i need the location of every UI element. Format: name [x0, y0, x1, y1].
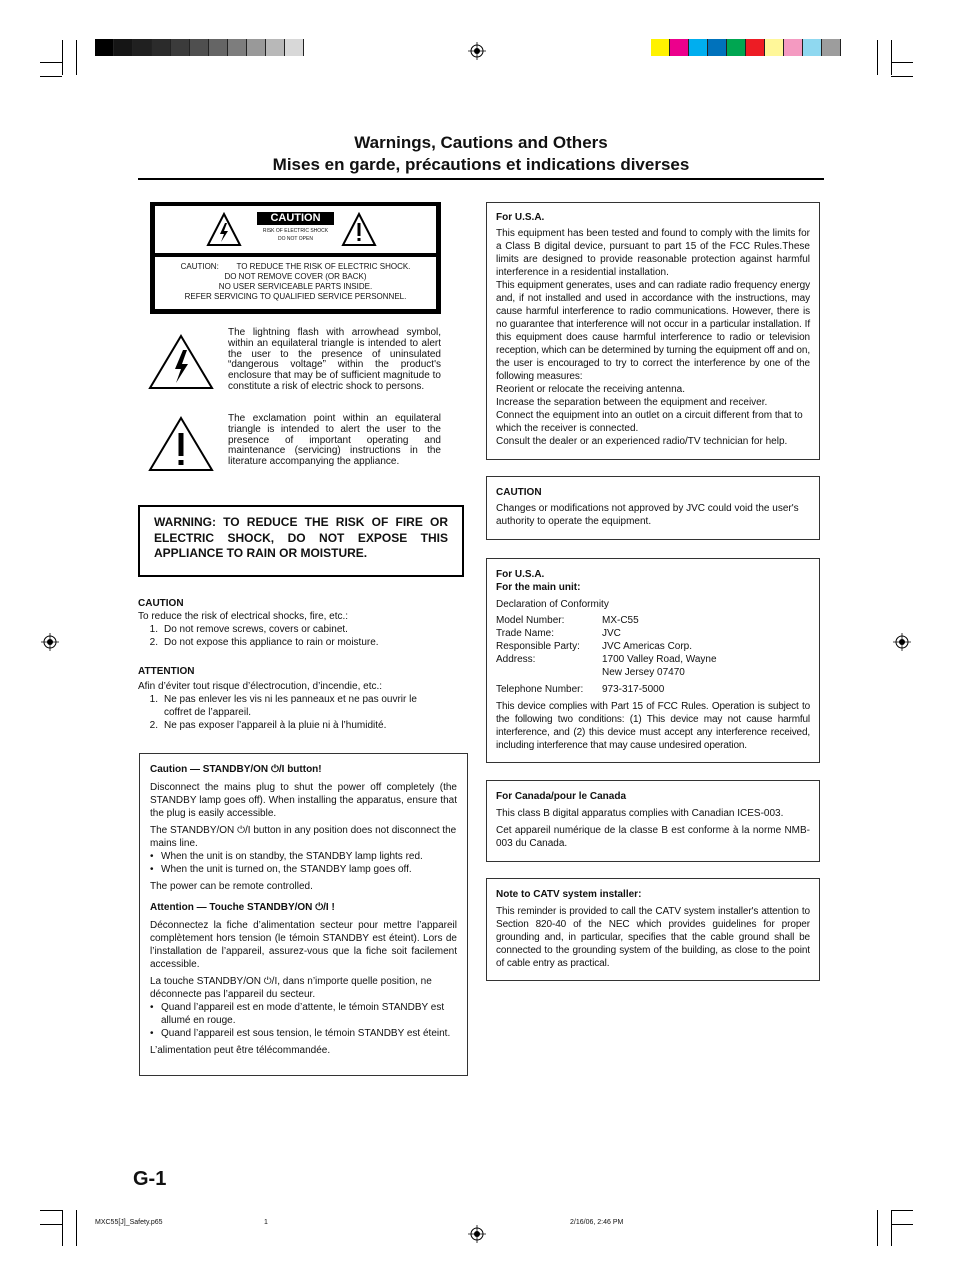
standby-paragraph-fr: La touche STANDBY/ON ⏻/I, dans n’importe quelle position, ne déconnecte pas l’appareil du secteur.	[150, 976, 432, 1000]
crop-mark	[40, 76, 62, 77]
conformity-box	[486, 558, 820, 763]
attention-intro: Afin d’éviter tout risque d’électrocution, d’incendie, etc.:	[138, 681, 383, 692]
bullet-item: • Quand l’appareil est sous tension, le témoin STANDBY est éteint.	[150, 1028, 451, 1039]
registration-mark-icon	[468, 42, 486, 60]
caution-line: NO USER SERVICEABLE PARTS INSIDE.	[218, 282, 373, 291]
canada-heading: For Canada/pour le Canada	[496, 791, 627, 802]
crop-mark	[76, 1210, 77, 1246]
list-item: 2. Ne pas exposer l’appareil à la pluie ni à l’humidité.	[149, 720, 387, 731]
color-swatch	[95, 39, 114, 56]
color-swatch	[190, 39, 209, 56]
fcc-measure: Consult the dealer or an experienced radio/TV technician for help.	[496, 436, 788, 447]
color-swatch	[266, 39, 285, 56]
power-icon: ⏻/I	[270, 764, 285, 775]
lightning-triangle-icon	[206, 212, 242, 248]
color-swatch	[171, 39, 190, 56]
crop-mark	[62, 1210, 63, 1246]
bullet-item: • When the unit is on standby, the STANDBY lamp lights red.	[150, 851, 423, 862]
power-icon: ⏻/I	[315, 902, 329, 913]
standby-box	[139, 753, 468, 1076]
warning-box	[138, 505, 464, 577]
color-swatch	[708, 39, 727, 56]
color-swatch	[247, 39, 266, 56]
standby-paragraph: The STANDBY/ON ⏻/I button in any position does not disconnect the mains line.	[150, 825, 457, 849]
fcc-measure: Reorient or relocate the receiving antenna.	[496, 384, 686, 395]
power-icon: ⏻/I	[263, 976, 278, 987]
caution-heading: CAUTION	[138, 598, 184, 609]
list-item: 1. Do not remove screws, covers or cabinet.	[149, 624, 348, 635]
warning-text: WARNING: TO REDUCE THE RISK OF FIRE OR ELECTRIC SHOCK, DO NOT EXPOSE THIS APPLIANCE TO RAIN OR MOISTURE.	[154, 515, 448, 560]
exclamation-triangle-icon	[341, 212, 377, 248]
color-swatch	[765, 39, 784, 56]
canada-paragraph: This class B digital apparatus complies with Canadian ICES-003.	[496, 808, 784, 819]
fcc-measure: Connect the equipment into an outlet on a circuit different from that to which the receiver is connected.	[496, 410, 803, 434]
conformity-text: This device complies with Part 15 of FCC Rules. Operation is subject to the following two conditions: (1) This device may not cause harmful interference, and (2) this device must accept any interference received, including interference that may cause undesired operation.	[496, 701, 810, 751]
catv-text: This reminder is provided to call the CATV system installer's attention to Section 820-40 of the NEC which provides guidelines for proper grounding and, in particular, specifies that the cable ground shall be connected to the grounding system of the building, as close to the point of cable entry as practical.	[496, 906, 810, 969]
exclamation-explanation: The exclamation point within an equilateral triangle is intended to alert the user to the presence of important operating and maintenance (servicing) instructions in the literature accompanying the appliance.	[228, 413, 441, 468]
crop-mark	[877, 40, 878, 75]
crop-mark	[891, 1210, 913, 1211]
catv-heading: Note to CATV system installer:	[496, 889, 642, 900]
power-icon: ⏻/I	[237, 825, 251, 836]
standby-paragraph: Disconnect the mains plug to shut the power off completely (the STANDBY lamp goes off). When installing the apparatus, ensure that the plug is easily accessible.	[150, 782, 457, 819]
caution-line: DO NOT REMOVE COVER (OR BACK)	[224, 272, 367, 281]
crop-mark	[76, 40, 77, 75]
standby-paragraph: The power can be remote controlled.	[150, 881, 313, 892]
crop-mark	[40, 1210, 62, 1211]
cmyk-color-bar	[651, 39, 841, 56]
fcc-paragraph: This equipment generates, uses and can radiate radio frequency energy and, if not installed and used in accordance with the instructions, may cause harmful interference to radio communications. However, there is no guarantee that interference will not occur in a particular installation. If this equipment does cause harmful interference to radio or television reception, which can be determined by turning the equipment off and on, the user is encouraged to try to correct the interference by one of the following measures:	[496, 280, 810, 382]
modifications-heading: CAUTION	[496, 487, 542, 498]
canada-paragraph: Cet appareil numérique de la classe B est conforme à la norme NMB-003 du Canada.	[496, 825, 810, 849]
fcc-heading: For U.S.A.	[496, 212, 545, 223]
footer-date: 2/16/06, 2:46 PM	[570, 1219, 624, 1226]
canada-box	[486, 780, 820, 862]
footer-file: MXC55[J]_Safety.p65	[95, 1219, 163, 1226]
color-swatch	[285, 39, 304, 56]
caution-label-small: DO NOT OPEN	[278, 236, 313, 242]
caution-prefix: CAUTION:	[180, 262, 219, 271]
standby-paragraph-fr: L’alimentation peut être télécommandée.	[150, 1045, 331, 1056]
modifications-text: Changes or modifications not approved by JVC could void the user's authority to operate the equipment.	[496, 503, 799, 527]
title-rule	[138, 178, 824, 180]
modifications-box	[486, 476, 820, 540]
standby-heading-fr: Attention — Touche STANDBY/ON ⏻/I !	[150, 902, 335, 913]
caution-intro: To reduce the risk of electrical shocks, fire, etc.:	[138, 611, 349, 622]
color-swatch	[133, 39, 152, 56]
caution-label	[150, 202, 441, 314]
conformity-row: Responsible Party: JVC Americas Corp.	[496, 641, 693, 652]
color-swatch	[746, 39, 765, 56]
conformity-heading: For the main unit:	[496, 582, 581, 593]
page-number: G-1	[133, 1168, 167, 1190]
exclamation-triangle-icon	[148, 416, 214, 472]
standby-heading: Caution — STANDBY/ON ⏻/I button!	[150, 764, 322, 775]
page-title: Warnings, Cautions and Others	[354, 133, 608, 152]
catv-box	[486, 878, 820, 981]
bullet-item: • Quand l’appareil est en mode d’attente, le témoin STANDBY est allumé en rouge.	[150, 1002, 445, 1026]
caution-line: REFER SERVICING TO QUALIFIED SERVICE PERSONNEL.	[184, 292, 407, 301]
caution-label-title: CAUTION	[257, 212, 334, 225]
color-swatch	[822, 39, 841, 56]
conformity-heading: For U.S.A.	[496, 569, 545, 580]
page-subtitle: Mises en garde, précautions et indications diverses	[272, 155, 690, 174]
grayscale-color-bar	[95, 39, 304, 56]
fcc-measure: Increase the separation between the equipment and receiver.	[496, 397, 768, 408]
caution-section	[138, 597, 458, 732]
fcc-paragraph: This equipment has been tested and found to comply with the limits for a Class B digital device, pursuant to part 15 of the FCC Rules.These limits are designed to provide reasonable protection against harmful interference in a residential installation.	[496, 228, 810, 278]
conformity-row: Trade Name: JVC	[496, 628, 621, 639]
color-swatch	[689, 39, 708, 56]
conformity-row: Telephone Number: 973-317-5000	[496, 684, 665, 695]
fcc-box	[486, 202, 820, 460]
crop-mark	[62, 40, 63, 75]
color-swatch	[152, 39, 171, 56]
bullet-item: • When the unit is turned on, the STANDBY lamp goes off.	[150, 864, 412, 875]
registration-mark-icon	[893, 633, 911, 651]
lightning-triangle-icon	[148, 334, 214, 390]
attention-heading: ATTENTION	[138, 666, 195, 677]
registration-mark-icon	[468, 1225, 486, 1243]
crop-mark	[40, 62, 62, 63]
declaration-title: Declaration of Conformity	[496, 599, 609, 610]
conformity-row: Address: 1700 Valley Road, Wayne	[496, 654, 717, 665]
color-swatch	[209, 39, 228, 56]
color-swatch	[651, 39, 670, 56]
footer-page: 1	[264, 1219, 268, 1226]
color-swatch	[670, 39, 689, 56]
crop-mark	[891, 62, 913, 63]
color-swatch	[228, 39, 247, 56]
color-swatch	[727, 39, 746, 56]
caution-line: TO REDUCE THE RISK OF ELECTRIC SHOCK.	[236, 262, 411, 271]
standby-paragraph-fr: Déconnectez la fiche d’alimentation secteur pour mettre l’appareil complètement hors tension (le témoin STANDBY est éteint). Lors de l’installation de l’appareil, assurez-vous que la fiche soit facilement accessible.	[150, 920, 457, 970]
crop-mark	[891, 1210, 892, 1246]
list-item: 2. Do not expose this appliance to rain or moisture.	[149, 637, 379, 648]
conformity-row: New Jersey 07470	[602, 667, 685, 678]
lightning-explanation: The lightning flash with arrowhead symbol, within an equilateral triangle is intended to alert the user to the presence of uninsulated “dangerous voltage” within the product's enclosure that may be of sufficient magnitude to constitute a risk of electric shock to persons.	[228, 327, 441, 392]
crop-mark	[891, 1224, 913, 1225]
color-swatch	[114, 39, 133, 56]
conformity-row: Model Number: MX-C55	[496, 615, 639, 626]
crop-mark	[891, 76, 913, 77]
crop-mark	[40, 1224, 62, 1225]
color-swatch	[803, 39, 822, 56]
caution-label-small: RISK OF ELECTRIC SHOCK	[262, 228, 329, 234]
color-swatch	[784, 39, 803, 56]
crop-mark	[891, 40, 892, 75]
crop-mark	[877, 1210, 878, 1246]
list-item: 1. Ne pas enlever les vis ni les panneaux et ne pas ouvrir le coffret de l’appareil.	[149, 694, 417, 718]
registration-mark-icon	[41, 633, 59, 651]
